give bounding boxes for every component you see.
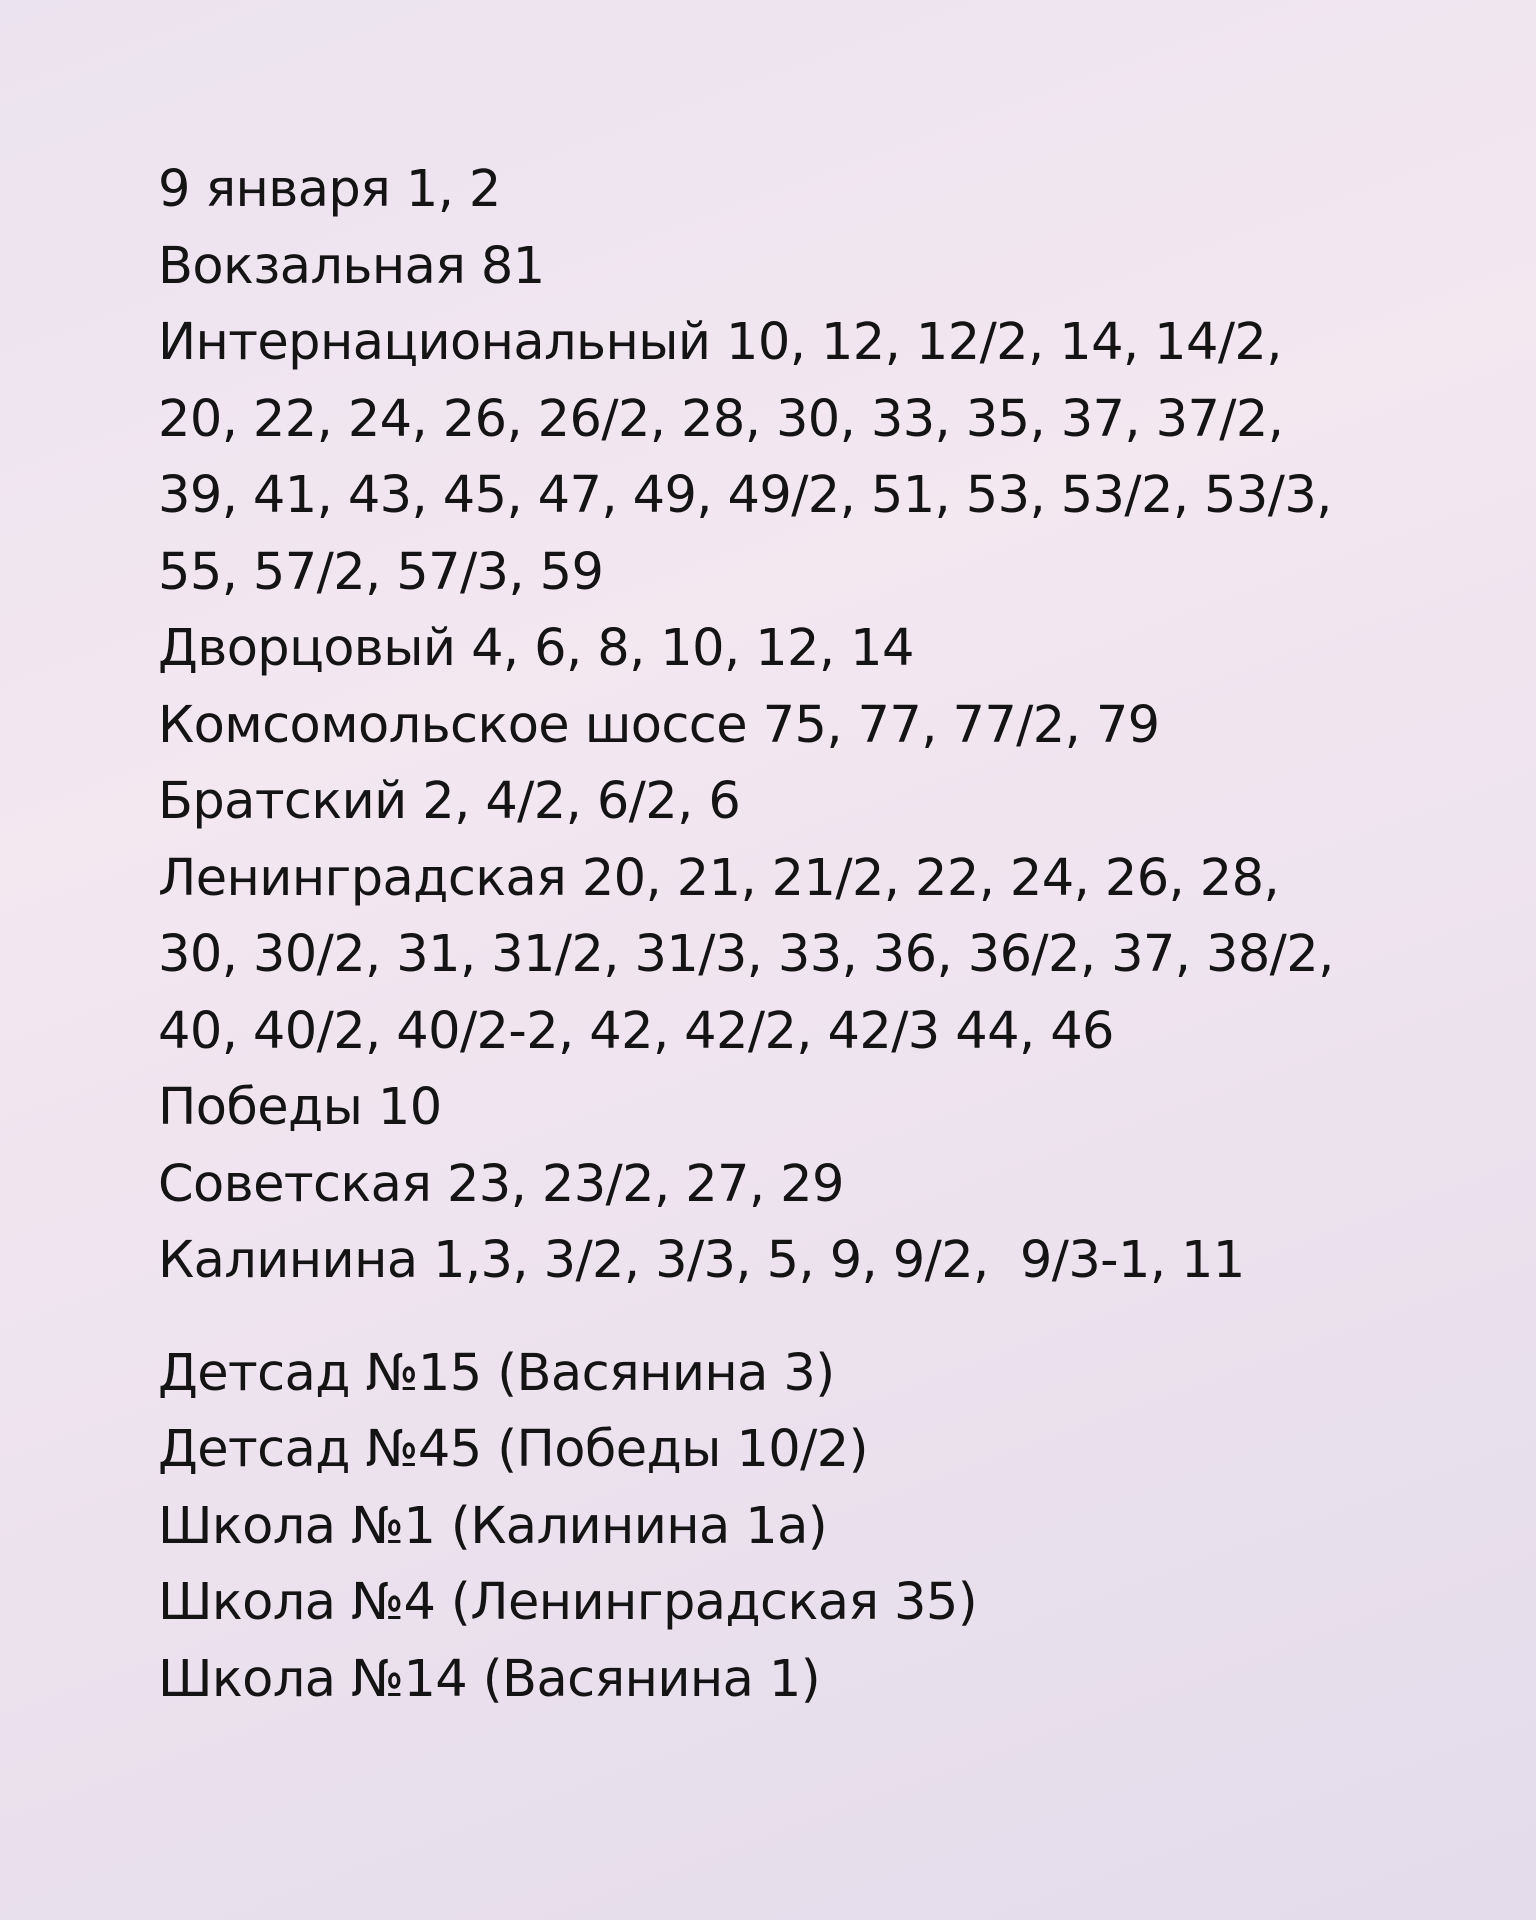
institution-line: Школа №4 (Ленинградская 35)	[158, 1573, 978, 1632]
address-line: 55, 57/2, 57/3, 59	[158, 542, 604, 602]
address-line: Братский 2, 4/2, 6/2, 6	[158, 772, 741, 831]
address-line: Советская 23, 23/2, 27, 29	[158, 1154, 844, 1214]
addresses-block	[158, 152, 1416, 1300]
address-line: Комсомольское шоссе 75, 77, 77/2, 79	[158, 695, 1160, 755]
address-line: Дворцовый 4, 6, 8, 10, 12, 14	[158, 619, 914, 678]
institution-line: Детсад №45 (Победы 10/2)	[158, 1420, 868, 1479]
institutions-block	[158, 1336, 1416, 1719]
address-line: 30, 30/2, 31, 31/2, 31/3, 33, 36, 36/2, 37, 38/2,	[158, 925, 1334, 984]
address-line: Калинина 1,3, 3/2, 3/3, 5, 9, 9/2, 9/3-1, 11	[158, 1231, 1245, 1290]
institution-line: Школа №1 (Калинина 1а)	[158, 1496, 828, 1556]
institution-line: Детсад №15 (Васянина 3)	[158, 1343, 835, 1403]
address-line: 40, 40/2, 40/2-2, 42, 42/2, 42/3 44, 46	[158, 1001, 1114, 1061]
group-spacer	[158, 1300, 1416, 1336]
address-line: 39, 41, 43, 45, 47, 49, 49/2, 51, 53, 53/2, 53/3,	[158, 466, 1332, 525]
institution-line: Школа №14 (Васянина 1)	[158, 1649, 821, 1709]
address-line: Победы 10	[158, 1078, 442, 1137]
address-line: 20, 22, 24, 26, 26/2, 28, 30, 33, 35, 37, 37/2,	[158, 389, 1284, 449]
address-line: Вокзальная 81	[158, 236, 545, 296]
address-line: Ленинградская 20, 21, 21/2, 22, 24, 26, 28,	[158, 848, 1280, 908]
address-line: Интернациональный 10, 12, 12/2, 14, 14/2,	[158, 313, 1282, 372]
address-line: 9 января 1, 2	[158, 160, 501, 219]
